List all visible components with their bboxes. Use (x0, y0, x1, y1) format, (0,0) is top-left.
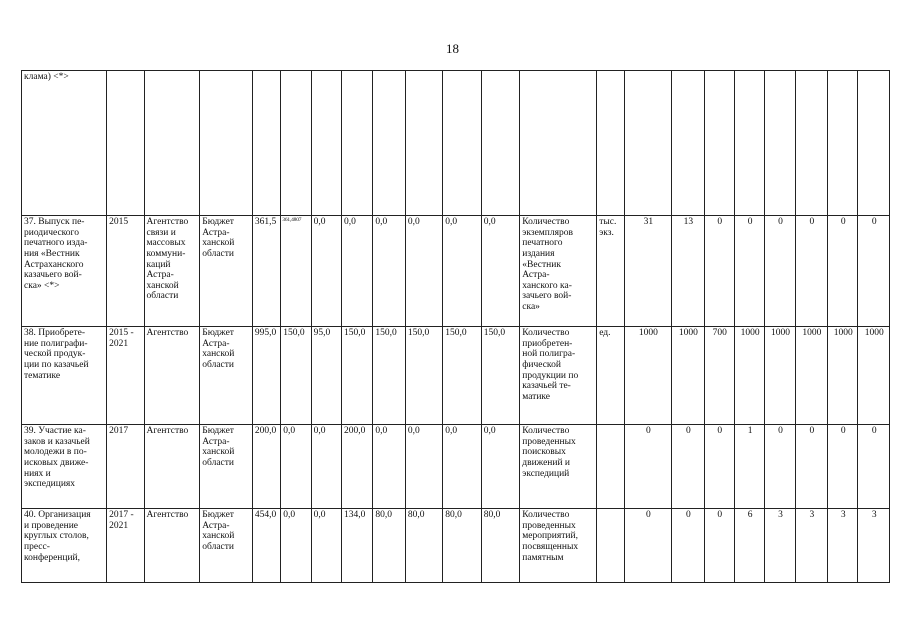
table-cell: Бюджет Астра- ханской области (200, 216, 253, 327)
table-cell: 0,0 (481, 216, 519, 327)
table-cell: 134,0 (342, 509, 373, 583)
table-cell: 1 (734, 425, 764, 509)
table-cell: 95,0 (311, 327, 341, 425)
table-cell (443, 71, 481, 216)
table-cell: Количество проведенных поисковых движений и экспедиций (520, 425, 597, 509)
table-cell: 0 (672, 509, 704, 583)
table-cell (342, 71, 373, 216)
table-cell: Количество проведенных мероприятий, посвященных памятным (520, 509, 597, 583)
table-cell: 0,0 (405, 216, 442, 327)
table-cell: 0 (704, 425, 734, 509)
table-cell (734, 71, 764, 216)
table-cell (107, 71, 144, 216)
table-cell: Агентство (144, 425, 200, 509)
table-cell: 200,0 (342, 425, 373, 509)
program-measures-table (21, 70, 890, 583)
table-cell: 0 (858, 425, 890, 509)
table-cell (597, 71, 624, 216)
table-cell: 1000 (828, 327, 858, 425)
table-cell: 0,0 (281, 425, 311, 509)
table-cell: 200,0 (252, 425, 280, 509)
table-cell: 1000 (858, 327, 890, 425)
table-cell: 3 (858, 509, 890, 583)
table-cell: 0 (704, 509, 734, 583)
table-cell (597, 425, 624, 509)
table-cell: 2017 (107, 425, 144, 509)
table-cell: 1000 (734, 327, 764, 425)
table-cell (704, 71, 734, 216)
table-cell: 0,0 (405, 425, 442, 509)
table-cell (828, 71, 858, 216)
table-cell: 80,0 (481, 509, 519, 583)
table-cell: 0 (624, 425, 672, 509)
table-cell: 0,0 (481, 425, 519, 509)
table-row (22, 327, 890, 425)
table-cell: Бюджет Астра- ханской области (200, 425, 253, 509)
table-cell: 39. Участие ка- заков и казачьей молодежи в по- исковых движе- ниях и экспедициях (22, 425, 107, 509)
table-row (22, 71, 890, 216)
table-cell: 40. Организация и проведение круглых столов, пресс- конференций, (22, 509, 107, 583)
table-cell: 700 (704, 327, 734, 425)
table-cell: 0,0 (443, 216, 481, 327)
table-cell: 0,0 (311, 425, 341, 509)
table-cell (520, 71, 597, 216)
table-cell (765, 71, 795, 216)
table-cell: Агентство (144, 509, 200, 583)
table-cell: 80,0 (405, 509, 442, 583)
table-cell: 1000 (672, 327, 704, 425)
table-cell: 0,0 (443, 425, 481, 509)
table-cell (281, 71, 311, 216)
table-cell: 0 (624, 509, 672, 583)
table-cell: 0,0 (342, 216, 373, 327)
table-cell: 37. Выпуск пе- риодического печатного изда- ния «Вестник Астраханского казачьего вой- ска» <*> (22, 216, 107, 327)
table-cell: 150,0 (405, 327, 442, 425)
table-cell: 0,0 (311, 509, 341, 583)
table-cell: 0 (734, 216, 764, 327)
table-row (22, 216, 890, 327)
table-cell: 1000 (624, 327, 672, 425)
table-cell: 2015 - 2021 (107, 327, 144, 425)
table-cell: 454,0 (252, 509, 280, 583)
table-cell (597, 509, 624, 583)
table-cell: ед. (597, 327, 624, 425)
table-cell: 361,5 (252, 216, 280, 327)
table-cell: 0 (765, 216, 795, 327)
table-cell (200, 71, 253, 216)
table-cell: 0 (672, 425, 704, 509)
table-cell: 0 (858, 216, 890, 327)
table-cell: 3 (828, 509, 858, 583)
table-cell: Бюджет Астра- ханской области (200, 327, 253, 425)
table-cell: 38. Приобрете- ние полиграфи- ческой продук- ции по казачьей тематике (22, 327, 107, 425)
table-cell: 150,0 (342, 327, 373, 425)
table-cell: 0 (795, 216, 827, 327)
table-cell: 0 (765, 425, 795, 509)
table-cell (405, 71, 442, 216)
table-cell: 0,0 (373, 425, 405, 509)
table-cell: 150,0 (281, 327, 311, 425)
table-cell: 2015 (107, 216, 144, 327)
table-cell: тыс. экз. (597, 216, 624, 327)
table-cell: 1000 (765, 327, 795, 425)
table-cell (481, 71, 519, 216)
table-cell (311, 71, 341, 216)
table-cell: 6 (734, 509, 764, 583)
table-cell (795, 71, 827, 216)
table-cell: Бюджет Астра- ханской области (200, 509, 253, 583)
table-cell: 150,0 (443, 327, 481, 425)
table-cell: 0,0 (311, 216, 341, 327)
table-cell: 1000 (795, 327, 827, 425)
table-cell (252, 71, 280, 216)
table-cell: Количество приобретен- ной полигра- фической продукции по казачьей те- матике (520, 327, 597, 425)
table-cell: 13 (672, 216, 704, 327)
table-cell: 150,0 (481, 327, 519, 425)
table-cell: 361,4807 (281, 216, 311, 327)
table-cell: 2017 - 2021 (107, 509, 144, 583)
table-cell (144, 71, 200, 216)
table-cell: 31 (624, 216, 672, 327)
table-cell: 80,0 (443, 509, 481, 583)
table-cell: 995,0 (252, 327, 280, 425)
table-cell: Агентство связи и массовых коммуни- каций Астра- ханской области (144, 216, 200, 327)
table-cell: 0 (828, 216, 858, 327)
table-cell (624, 71, 672, 216)
table-cell: клама) <*> (22, 71, 107, 216)
table-cell: 0,0 (281, 509, 311, 583)
table-cell (672, 71, 704, 216)
table-cell: Количество экземпляров печатного издания «Вестник Астра- ханского ка- зачьего вой- ска» (520, 216, 597, 327)
table-cell: 0 (828, 425, 858, 509)
table-cell (858, 71, 890, 216)
table-cell: 3 (795, 509, 827, 583)
table-row (22, 509, 890, 583)
table-cell: 80,0 (373, 509, 405, 583)
table-cell: 150,0 (373, 327, 405, 425)
table-row (22, 425, 890, 509)
table-cell: 0 (704, 216, 734, 327)
table-cell (373, 71, 405, 216)
table-cell: 0 (795, 425, 827, 509)
page-number: 18 (446, 41, 459, 56)
table-cell: Агентство (144, 327, 200, 425)
table-cell: 3 (765, 509, 795, 583)
table-cell: 0,0 (373, 216, 405, 327)
